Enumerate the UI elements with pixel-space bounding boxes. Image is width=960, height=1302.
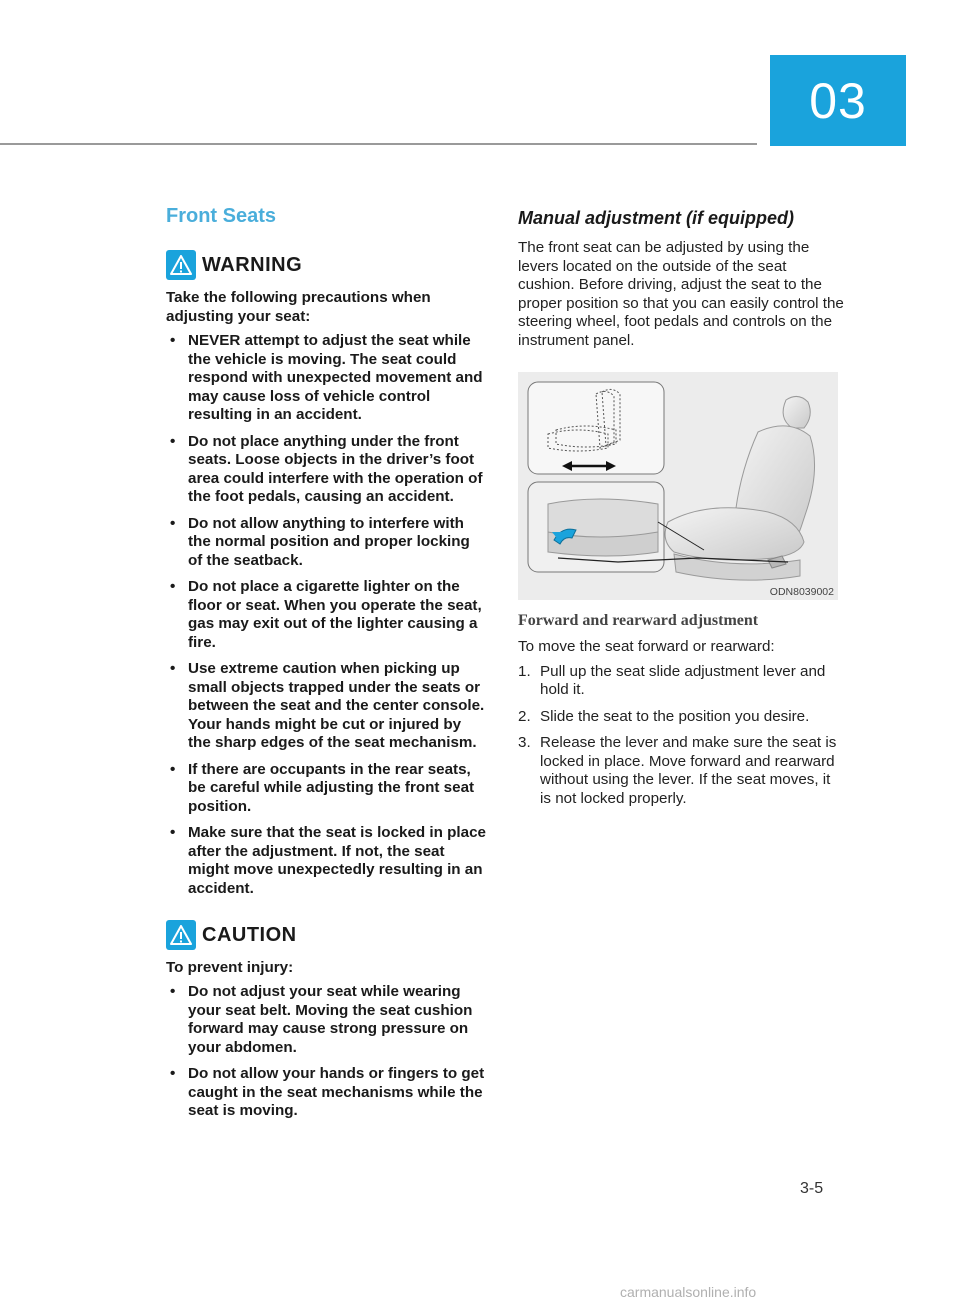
- caution-title: CAUTION: [202, 923, 297, 946]
- step-text: Release the lever and make sure the seat is locked in place. Move forward and rearward without using the lever. If the seat moves, it is not locked properly.: [540, 734, 837, 807]
- warning-item: • NEVER attempt to adjust the seat while the vehicle is moving. The seat could respond with unexpected movement and may cause loss of vehicle control resulting in an accident.: [166, 332, 488, 425]
- watermark: carmanualsonline.info: [620, 1284, 757, 1300]
- caution-triangle-icon: [166, 920, 196, 950]
- warning-item: • Use extreme caution when picking up small objects trapped under the seats or between the seat and the center console. Your hands might be cut or injured by the sharp edges of the seat mechanism.: [166, 660, 488, 753]
- step-item: [518, 708, 844, 727]
- warning-title: WARNING: [202, 253, 303, 276]
- subsection-title: Manual adjustment (if equipped): [518, 208, 795, 228]
- step-item: [518, 734, 844, 808]
- left-column: [166, 205, 488, 1129]
- seat-adjustment-drawing: [518, 372, 838, 600]
- figure-caption: Forward and rearward adjustment: [518, 612, 759, 629]
- warning-triangle-icon: [166, 250, 196, 280]
- chapter-tab: 03: [770, 55, 906, 146]
- caution-list: [166, 983, 488, 1121]
- section-title: Front Seats: [166, 205, 277, 227]
- caution-block: [166, 920, 488, 1121]
- header-rule: [0, 143, 757, 145]
- warning-header: [166, 250, 488, 280]
- caution-item: • Do not allow your hands or fingers to get caught in the seat mechanisms while the seat is moving.: [166, 1065, 488, 1121]
- step-number: 3.: [518, 734, 531, 751]
- warning-item: • Make sure that the seat is locked in place after the adjustment. If not, the seat might move unexpectedly resulting in an accident.: [166, 824, 488, 898]
- right-column: [518, 208, 844, 816]
- caution-header: [166, 920, 488, 950]
- warning-item: • Do not place anything under the front seats. Loose objects in the driver’s foot area could interfere with the operation of the foot pedals, causing an accident.: [166, 433, 488, 507]
- step-text: Pull up the seat slide adjustment lever and hold it.: [540, 662, 826, 698]
- steps-intro: To move the seat forward or rearward:: [518, 638, 775, 655]
- warning-intro: Take the following precautions when adjusting your seat:: [166, 289, 431, 325]
- warning-item: • Do not allow anything to interfere with the normal position and proper locking of the seatback.: [166, 515, 488, 571]
- warning-item: • Do not place a cigarette lighter on the floor or seat. When you operate the seat, gas may exit out of the lighter causing a fire.: [166, 578, 488, 652]
- step-item: [518, 663, 844, 700]
- step-number: 1.: [518, 662, 531, 680]
- step-number: 2.: [518, 707, 531, 725]
- warning-list: [166, 332, 488, 898]
- intro-paragraph: The front seat can be adjusted by using the levers located on the outside of the seat cushion. Before driving, adjust the seat to the proper position so that you can easily control the steering wheel, foot pedals and controls on the instrument panel.: [518, 239, 844, 349]
- step-text: Slide the seat to the position you desire.: [540, 707, 810, 725]
- caution-intro: To prevent injury:: [166, 959, 294, 976]
- caution-item: • Do not adjust your seat while wearing your seat belt. Moving the seat cushion forward may cause strong pressure on your abdomen.: [166, 983, 488, 1057]
- page-number: 3-5: [800, 1180, 824, 1197]
- warning-item: • If there are occupants in the rear seats, be careful while adjusting the front seat position.: [166, 761, 488, 817]
- steps-list: [518, 663, 844, 809]
- warning-block: [166, 250, 488, 898]
- figure-code: ODN8039002: [769, 586, 834, 598]
- seat-illustration: [518, 372, 838, 600]
